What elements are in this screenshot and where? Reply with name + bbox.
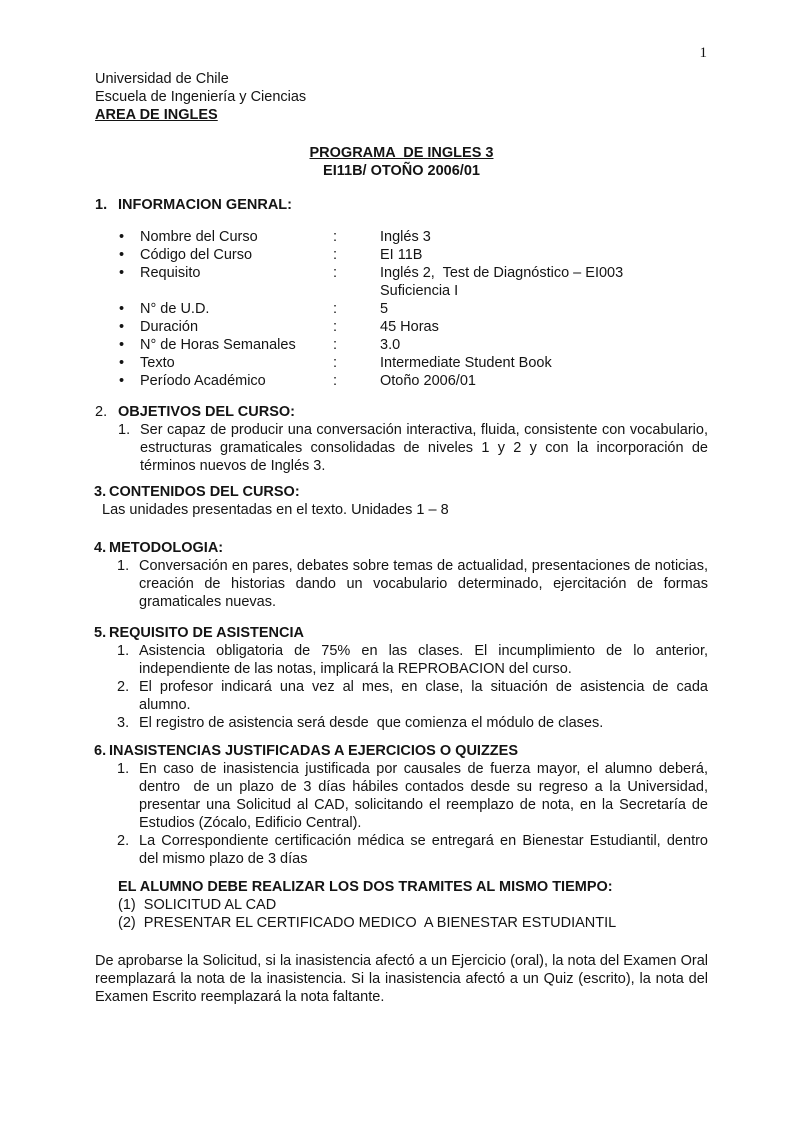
section-number: 4. (94, 540, 107, 556)
info-label: N° de Horas Semanales (140, 337, 296, 353)
info-colon: : (333, 301, 338, 317)
section-title: CONTENIDOS DEL CURSO: (109, 484, 300, 500)
title-block (95, 144, 708, 180)
section-informacion-general (95, 196, 708, 390)
section-number: 5. (94, 625, 107, 641)
section-title: INFORMACION GENRAL: (118, 197, 292, 213)
school-name: Escuela de Ingeniería y Ciencias (95, 89, 307, 105)
item-text: Conversación en pares, debates sobre temas de actualidad, presentaciones de noticias, creación de historias dando un vocabulario determinado, ejercitación de formas gramaticales nuevas. (139, 558, 713, 610)
section-heading (94, 742, 708, 760)
bullet-icon: • (119, 301, 125, 317)
info-value (380, 264, 708, 300)
info-label: N° de U.D. (140, 301, 210, 317)
notice-line-certificado: (2) PRESENTAR EL CERTIFICADO MEDICO A BIENESTAR ESTUDIANTIL (118, 915, 617, 931)
section-heading (94, 483, 708, 501)
numbered-item (94, 678, 713, 714)
numbered-item (94, 714, 708, 732)
item-number: 1. (117, 643, 130, 659)
page-number: 1 (699, 45, 707, 61)
section-number: 3. (94, 484, 107, 500)
section-number: 2. (95, 404, 108, 420)
department-name: AREA DE INGLES (95, 107, 218, 123)
tramites-notice (118, 878, 708, 932)
section-contenidos (94, 483, 708, 519)
section-title: METODOLOGIA: (109, 540, 224, 556)
bullet-icon: • (119, 247, 125, 263)
info-colon: : (333, 373, 338, 389)
info-label: Nombre del Curso (140, 229, 258, 245)
notice-line-solicitud: (1) SOLICITUD AL CAD (118, 897, 277, 913)
section-title: REQUISITO DE ASISTENCIA (109, 625, 304, 641)
item-text: El profesor indicará una vez al mes, en clase, la situación de asistencia de cada alumno. (139, 679, 713, 713)
section-number: 6. (94, 743, 107, 759)
section-heading (94, 624, 708, 642)
bullet-icon: • (119, 355, 125, 371)
numbered-item (94, 760, 713, 832)
item-number: 2. (117, 833, 130, 849)
item-number: 1. (118, 422, 131, 438)
item-number: 2. (117, 679, 130, 695)
section-title: INASISTENCIAS JUSTIFICADAS A EJERCICIOS O QUIZZES (109, 743, 519, 759)
info-label: Código del Curso (140, 247, 253, 263)
bullet-icon: • (119, 319, 125, 335)
info-row-periodo (95, 372, 708, 390)
info-label: Período Académico (140, 373, 266, 389)
letterhead (95, 70, 708, 124)
item-text: Ser capaz de producir una conversación interactiva, fluida, consistente con vocabulario, estructuras gramaticales consolidadas de niveles 1 y 2 y con la incorporación de términos nuevos de Inglés 3. (140, 422, 713, 474)
section-metodologia (94, 539, 713, 611)
info-label: Texto (140, 355, 175, 371)
info-value: Inglés 3 (380, 229, 431, 245)
info-value: Otoño 2006/01 (380, 373, 476, 389)
section-number: 1. (95, 197, 108, 213)
info-row-duracion (95, 318, 708, 336)
section-requisito-asistencia (94, 624, 713, 732)
info-value-line2: Suficiencia I (380, 283, 459, 299)
item-text: La Correspondiente certificación médica se entregará en Bienestar Estudiantil, dentro del mismo plazo de 3 días (139, 833, 713, 867)
item-number: 1. (117, 558, 130, 574)
info-value: 45 Horas (380, 319, 439, 335)
section-heading (94, 539, 708, 557)
numbered-item (94, 557, 713, 611)
info-value-line1: Inglés 2, Test de Diagnóstico – EI003 (380, 265, 624, 281)
info-colon: : (333, 319, 338, 335)
section-objetivos (95, 403, 713, 475)
info-row-ud (95, 300, 708, 318)
info-label: Requisito (140, 265, 201, 281)
info-row-requisito (95, 264, 708, 300)
info-colon: : (333, 355, 338, 371)
document-title: PROGRAMA DE INGLES 3 (309, 145, 494, 161)
section-inasistencias (94, 742, 713, 868)
closing-paragraph: De aprobarse la Solicitud, si la inasistencia afectó a un Ejercicio (oral), la nota del Examen Oral reemplazará la nota de la inasistencia. Si la inasistencia afectó a un Quiz (escrito), la nota del Examen Escrito reemplazará la nota faltante. (95, 953, 717, 1005)
numbered-item (94, 832, 713, 868)
item-number: 3. (117, 715, 130, 731)
section-heading (95, 196, 708, 214)
info-row-codigo (95, 246, 708, 264)
section-title: OBJETIVOS DEL CURSO: (118, 404, 295, 420)
info-row-texto (95, 354, 708, 372)
info-value: 3.0 (380, 337, 401, 353)
bullet-icon: • (119, 229, 125, 245)
item-text: Asistencia obligatoria de 75% en las clases. El incumplimiento de lo anterior, independiente de las notas, implicará la REPROBACION del curso. (139, 643, 713, 677)
section-heading (95, 403, 708, 421)
info-value: 5 (380, 301, 389, 317)
bullet-icon: • (119, 373, 125, 389)
info-value: Intermediate Student Book (380, 355, 552, 371)
info-value: EI 11B (380, 247, 423, 263)
bullet-icon: • (119, 337, 125, 353)
section-body: Las unidades presentadas en el texto. Unidades 1 – 8 (102, 502, 449, 518)
notice-heading: EL ALUMNO DEBE REALIZAR LOS DOS TRAMITES AL MISMO TIEMPO: (118, 879, 613, 895)
numbered-item (94, 642, 713, 678)
university-name: Universidad de Chile (95, 71, 229, 87)
item-text: En caso de inasistencia justificada por causales de fuerza mayor, el alumno deberá, dentro de un plazo de 3 días hábiles contados desde su regreso a la Universidad, presentar una Solicitud al CAD, solicitando el reemplazo de nota, en la Secretaría de Estudios (Zócalo, Edificio Central). (139, 761, 713, 831)
info-label: Duración (140, 319, 199, 335)
course-info-list (95, 228, 708, 390)
info-colon: : (333, 247, 338, 263)
info-row-horas-semanales (95, 336, 708, 354)
info-row-nombre (95, 228, 708, 246)
info-colon: : (333, 229, 338, 245)
numbered-item (95, 421, 713, 475)
item-text: El registro de asistencia será desde que comienza el módulo de clases. (139, 715, 604, 731)
item-number: 1. (117, 761, 130, 777)
document-subtitle: EI11B/ OTOÑO 2006/01 (323, 163, 480, 179)
info-colon: : (333, 337, 338, 353)
info-colon: : (333, 265, 338, 281)
bullet-icon: • (119, 265, 125, 281)
